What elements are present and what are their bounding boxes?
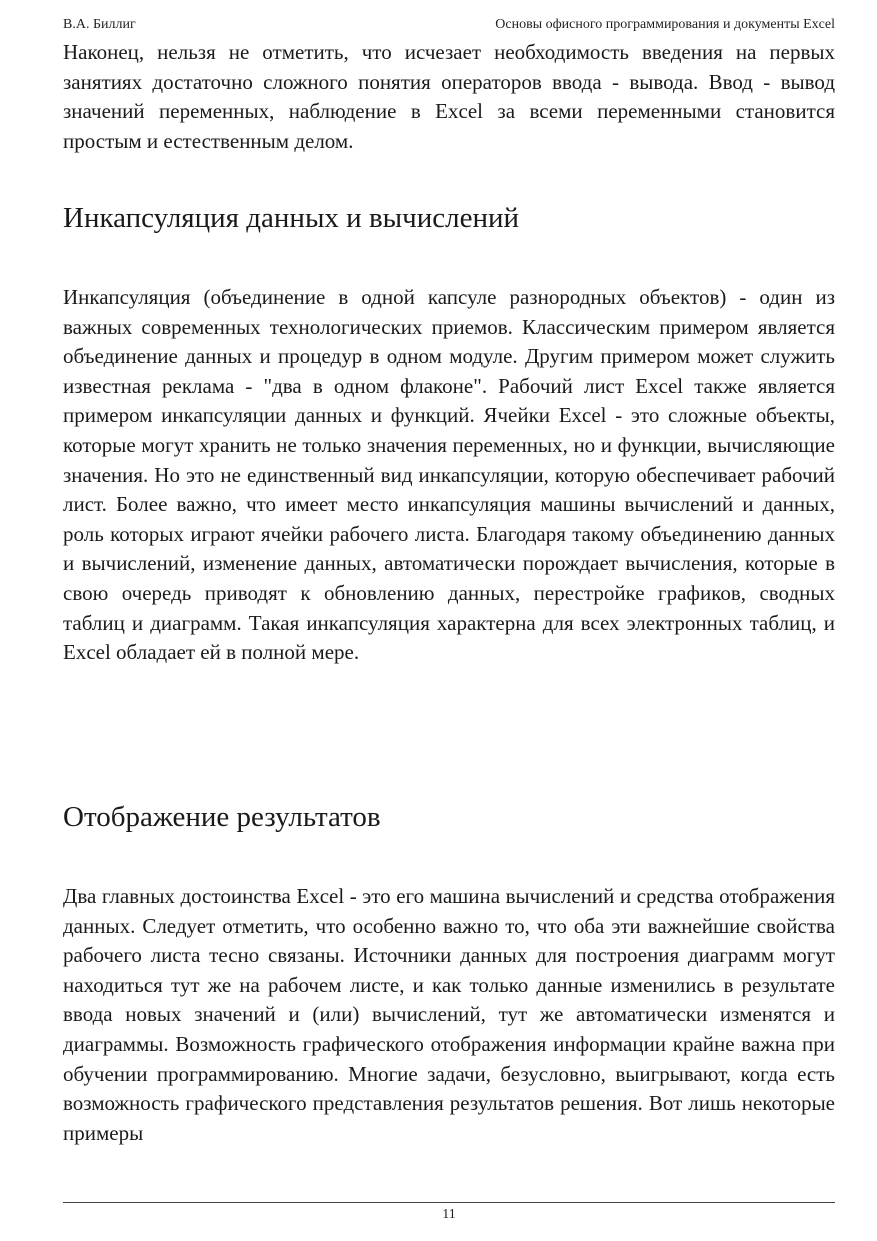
- heading-encapsulation: Инкапсуляция данных и вычислений: [63, 202, 519, 234]
- page-number: 11: [442, 1207, 456, 1222]
- header-book-title: Основы офисного программирования и документы Excel: [495, 17, 835, 32]
- heading-results-display: Отображение результатов: [63, 801, 381, 833]
- header-author: В.А. Биллиг: [63, 17, 136, 32]
- footer-divider: [63, 1202, 835, 1203]
- document-page: [63, 0, 835, 1241]
- paragraph-encapsulation: Инкапсуляция (объединение в одной капсуле разнородных объектов) - один из важных современных технологических приемов. Классическим примером является объединение данных и процедур в одном модуле. Другим примером может служить известная реклама - "два в одном флаконе". Рабочий лист Excel также является примером инкапсуляции данных и функций. Ячейки Excel - это сложные объекты, которые могут хранить не только значения переменных, но и функции, вычисляющие значения. Но это не единственный вид инкапсуляции, которую обеспечивает рабочий лист. Более важно, что имеет место инкапсуляция машины вычислений и данных, роль которых играют ячейки рабочего листа. Благодаря такому объединению данных и вычислений, изменение данных, автоматически порождает вычисления, которые в свою очередь приводят к обновлению данных, перестройке графиков, сводных таблиц и диаграмм. Такая инкапсуляция характерна для всех электронных таблиц, и Excel обладает ей в полной мере.: [63, 285, 835, 665]
- paragraph-results-display: Два главных достоинства Excel - это его машина вычислений и средства отображения данных. Следует отметить, что особенно важно то, что оба эти важнейшие свойства рабочего листа тесно связаны. Источники данных для построения диаграмм могут находиться тут же на рабочем листе, и как только данные изменились в результате ввода новых значений и (или) вычислений, тут же автоматически изменятся и диаграммы. Возможность графического отображения информации крайне важна при обучении программированию. Многие задачи, безусловно, выигрывают, когда есть возможность графического представления результатов решения. Вот лишь некоторые примеры: [63, 884, 835, 1145]
- running-header: [63, 16, 835, 34]
- paragraph-intro: Наконец, нельзя не отметить, что исчезает необходимость введения на первых занятиях достаточно сложного понятия операторов ввода - вывода. Ввод - вывод значений переменных, наблюдение в Excel за всеми переменными становится простым и естественным делом.: [63, 40, 835, 153]
